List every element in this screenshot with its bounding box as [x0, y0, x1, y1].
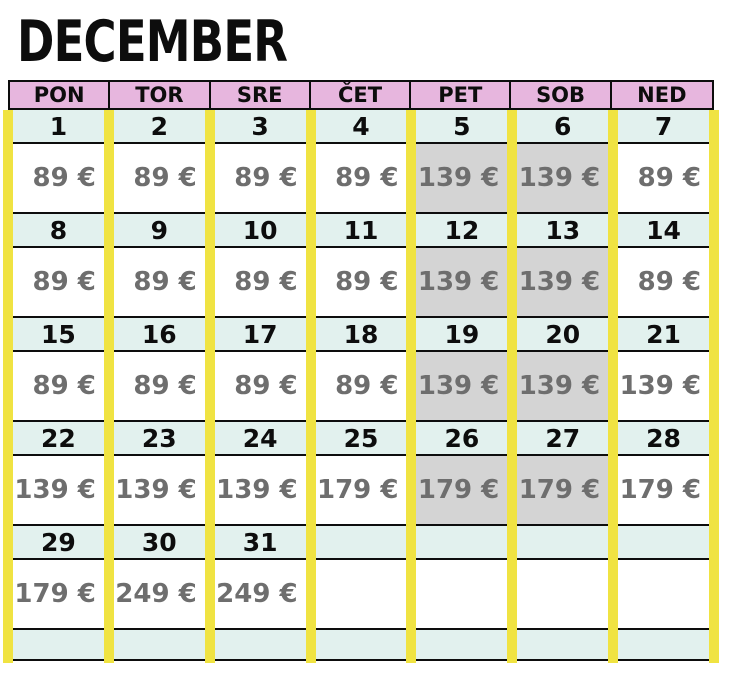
day-cell-12: 12	[411, 214, 512, 246]
price-cell-20: 139 €	[512, 352, 613, 420]
price-cell-3: 89 €	[210, 144, 311, 212]
weekday-header-row	[8, 80, 714, 110]
day-cell-17: 17	[210, 318, 311, 350]
price-cell-4: 89 €	[311, 144, 412, 212]
price-cell-12: 139 €	[411, 248, 512, 316]
price-cell-empty	[411, 560, 512, 628]
empty-cell	[210, 630, 311, 659]
column-divider	[3, 110, 13, 663]
day-cell-31: 31	[210, 526, 311, 558]
weekday-header-cet: ČET	[311, 82, 411, 108]
price-cell-30: 249 €	[109, 560, 210, 628]
weekday-header-sre: SRE	[211, 82, 311, 108]
price-cell-empty	[311, 560, 412, 628]
empty-cell	[8, 630, 109, 659]
price-cell-14: 89 €	[613, 248, 714, 316]
weekday-header-sob: SOB	[511, 82, 611, 108]
price-cell-11: 89 €	[311, 248, 412, 316]
day-cell-29: 29	[8, 526, 109, 558]
day-cell-26: 26	[411, 422, 512, 454]
weekday-header-pon: PON	[10, 82, 110, 108]
column-divider	[608, 110, 618, 663]
empty-cell	[109, 630, 210, 659]
day-cell-2: 2	[109, 110, 210, 142]
price-cell-23: 139 €	[109, 456, 210, 524]
price-cell-6: 139 €	[512, 144, 613, 212]
day-cell-21: 21	[613, 318, 714, 350]
day-cell-empty	[613, 526, 714, 558]
price-cell-7: 89 €	[613, 144, 714, 212]
day-cell-14: 14	[613, 214, 714, 246]
price-cell-28: 179 €	[613, 456, 714, 524]
column-divider	[205, 110, 215, 663]
day-cell-20: 20	[512, 318, 613, 350]
column-divider	[306, 110, 316, 663]
weekday-header-tor: TOR	[110, 82, 210, 108]
day-cell-empty	[512, 526, 613, 558]
price-cell-24: 139 €	[210, 456, 311, 524]
day-cell-4: 4	[311, 110, 412, 142]
day-cell-19: 19	[411, 318, 512, 350]
day-cell-5: 5	[411, 110, 512, 142]
day-cell-9: 9	[109, 214, 210, 246]
day-cell-6: 6	[512, 110, 613, 142]
column-divider	[507, 110, 517, 663]
price-cell-8: 89 €	[8, 248, 109, 316]
column-divider	[709, 110, 719, 663]
price-cell-19: 139 €	[411, 352, 512, 420]
price-cell-18: 89 €	[311, 352, 412, 420]
price-cell-17: 89 €	[210, 352, 311, 420]
day-cell-28: 28	[613, 422, 714, 454]
empty-cell	[512, 630, 613, 659]
empty-cell	[613, 630, 714, 659]
day-cell-27: 27	[512, 422, 613, 454]
empty-cell	[411, 630, 512, 659]
day-cell-25: 25	[311, 422, 412, 454]
empty-cell	[311, 630, 412, 659]
price-cell-29: 179 €	[8, 560, 109, 628]
day-cell-13: 13	[512, 214, 613, 246]
price-cell-10: 89 €	[210, 248, 311, 316]
day-cell-8: 8	[8, 214, 109, 246]
day-cell-24: 24	[210, 422, 311, 454]
price-cell-26: 179 €	[411, 456, 512, 524]
price-cell-16: 89 €	[109, 352, 210, 420]
day-cell-18: 18	[311, 318, 412, 350]
price-cell-9: 89 €	[109, 248, 210, 316]
price-cell-22: 139 €	[8, 456, 109, 524]
day-cell-empty	[311, 526, 412, 558]
price-cell-21: 139 €	[613, 352, 714, 420]
price-cell-1: 89 €	[8, 144, 109, 212]
price-cell-13: 139 €	[512, 248, 613, 316]
price-cell-empty	[512, 560, 613, 628]
day-cell-3: 3	[210, 110, 311, 142]
day-cell-7: 7	[613, 110, 714, 142]
price-cell-31: 249 €	[210, 560, 311, 628]
price-cell-5: 139 €	[411, 144, 512, 212]
day-cell-22: 22	[8, 422, 109, 454]
page-title: DECEMBER	[17, 9, 288, 75]
price-cell-25: 179 €	[311, 456, 412, 524]
price-cell-2: 89 €	[109, 144, 210, 212]
weekday-header-ned: NED	[637, 83, 687, 107]
column-divider	[104, 110, 114, 663]
weekday-header-pet: PET	[411, 82, 511, 108]
day-cell-23: 23	[109, 422, 210, 454]
day-cell-10: 10	[210, 214, 311, 246]
day-cell-16: 16	[109, 318, 210, 350]
column-divider	[406, 110, 416, 663]
day-cell-15: 15	[8, 318, 109, 350]
day-cell-empty	[411, 526, 512, 558]
price-cell-15: 89 €	[8, 352, 109, 420]
day-cell-11: 11	[311, 214, 412, 246]
day-cell-1: 1	[8, 110, 109, 142]
day-cell-30: 30	[109, 526, 210, 558]
price-cell-27: 179 €	[512, 456, 613, 524]
price-cell-empty	[613, 560, 714, 628]
